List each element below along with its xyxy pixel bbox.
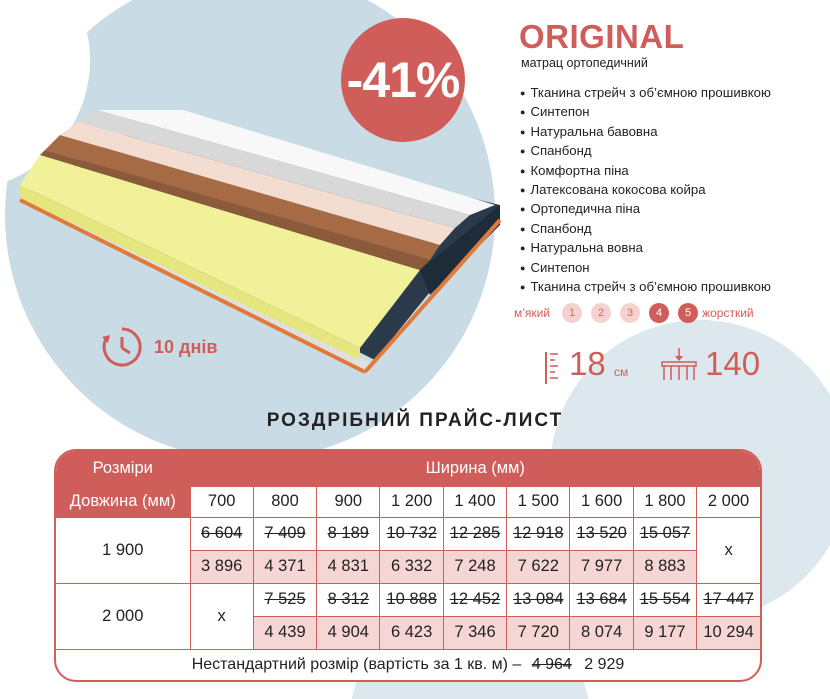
mattress-height-value: 18 <box>569 345 606 382</box>
length-cell: 2 000 <box>56 583 190 649</box>
custom-size-label: Нестандартний розмір (вартість за 1 кв. м) – <box>191 655 522 673</box>
old-price: 7 525 <box>253 583 316 616</box>
firmness-level-5: 5 <box>678 303 698 323</box>
new-price: 7 977 <box>570 550 633 583</box>
new-price: 7 248 <box>443 550 506 583</box>
custom-size-old-price: 4 964 <box>531 655 572 673</box>
new-price: 8 074 <box>570 616 633 649</box>
layer-item: ● Ортопедична піна <box>520 200 771 219</box>
width-cell: 1 400 <box>443 486 506 517</box>
old-price: 8 189 <box>317 517 380 550</box>
firmness-soft-label: м’який <box>514 306 551 320</box>
max-load-icon <box>660 348 698 382</box>
stopwatch-icon <box>100 325 144 369</box>
layer-item: ● Тканина стрейч з об’ємною прошивкою <box>520 278 771 297</box>
new-price: 6 423 <box>380 616 443 649</box>
layers-list <box>520 84 771 297</box>
firmness-scale <box>514 302 754 324</box>
old-price: 6 604 <box>190 517 253 550</box>
new-price: 8 883 <box>633 550 696 583</box>
old-price: 10 888 <box>380 583 443 616</box>
new-price: 9 177 <box>633 616 696 649</box>
width-cell: 1 800 <box>633 486 696 517</box>
mattress-height-unit: см <box>614 365 629 379</box>
layer-item: ● Латексована кокосова койра <box>520 181 771 200</box>
old-price: 7 409 <box>253 517 316 550</box>
new-price: 7 622 <box>507 550 570 583</box>
firmness-hard-label: жорсткий <box>702 306 754 320</box>
new-price: 7 720 <box>507 616 570 649</box>
new-price: 4 904 <box>317 616 380 649</box>
price-list-title: РОЗДРІБНИЙ ПРАЙС-ЛИСТ <box>266 410 564 431</box>
firmness-level-2: 2 <box>591 303 611 323</box>
old-price: 13 084 <box>507 583 570 616</box>
width-cell: 1 600 <box>570 486 633 517</box>
new-price: 10 294 <box>697 616 760 649</box>
width-cell: 700 <box>190 486 253 517</box>
sizes-header: Розміри <box>56 451 190 486</box>
layer-item: ● Синтепон <box>520 103 771 122</box>
layer-item: ● Натуральна бавовна <box>520 123 771 142</box>
width-cell: 2 000 <box>697 486 760 517</box>
old-price: 8 312 <box>317 583 380 616</box>
height-icon <box>542 350 562 386</box>
firmness-level-1: 1 <box>562 303 582 323</box>
width-cell: 1 200 <box>380 486 443 517</box>
new-price: 4 831 <box>317 550 380 583</box>
old-price: 15 057 <box>633 517 696 550</box>
new-price: 7 346 <box>443 616 506 649</box>
layer-item: ● Спанбонд <box>520 142 771 161</box>
old-price: 12 285 <box>443 517 506 550</box>
width-cell: 1 500 <box>507 486 570 517</box>
custom-size-new-price: 2 929 <box>584 655 625 673</box>
firmness-level-4: 4 <box>649 303 669 323</box>
price-table <box>54 449 762 682</box>
new-price: 6 332 <box>380 550 443 583</box>
product-subtitle: матрац ортопедичний <box>521 56 648 70</box>
old-price: 10 732 <box>380 517 443 550</box>
new-price: 3 896 <box>190 550 253 583</box>
delivery-label: 10 днів <box>154 336 218 357</box>
length-cell: 1 900 <box>56 517 190 583</box>
width-cell: 800 <box>253 486 316 517</box>
width-header: Ширина (мм) <box>190 451 760 486</box>
delivery-time <box>100 325 217 369</box>
old-price: 13 520 <box>570 517 633 550</box>
product-title: ORIGINAL <box>519 18 685 55</box>
old-price: 12 452 <box>443 583 506 616</box>
new-price: 4 371 <box>253 550 316 583</box>
old-price: 15 554 <box>633 583 696 616</box>
layer-item: ● Синтепон <box>520 259 771 278</box>
new-price: 4 439 <box>253 616 316 649</box>
old-price: 12 918 <box>507 517 570 550</box>
layer-item: ● Спанбонд <box>520 220 771 239</box>
old-price: 13 684 <box>570 583 633 616</box>
layer-item: ● Тканина стрейч з об’ємною прошивкою <box>520 84 771 103</box>
unavailable-cell: x <box>190 583 253 649</box>
length-header: Довжина (мм) <box>56 486 190 517</box>
custom-size-row <box>56 649 760 680</box>
unavailable-cell: x <box>697 517 760 583</box>
layer-item: ● Натуральна вовна <box>520 239 771 258</box>
layer-item: ● Комфортна піна <box>520 162 771 181</box>
old-price: 17 447 <box>697 583 760 616</box>
max-load-value: 140 <box>705 345 761 382</box>
width-cell: 900 <box>317 486 380 517</box>
firmness-level-3: 3 <box>620 303 640 323</box>
mattress-illustration <box>0 110 510 380</box>
discount-badge: -41% <box>341 18 465 142</box>
